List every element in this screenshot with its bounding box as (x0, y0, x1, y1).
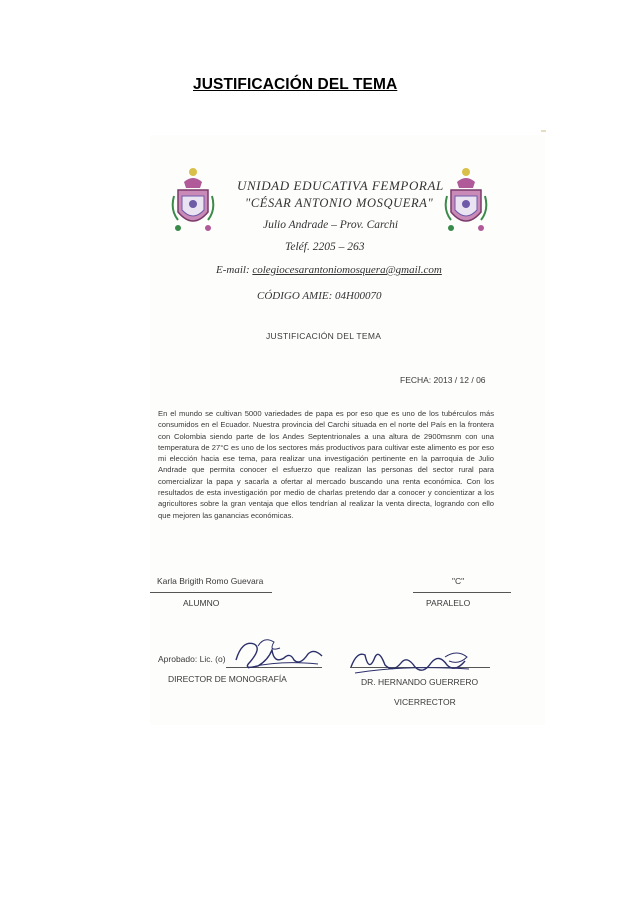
letter-date: FECHA: 2013 / 12 / 06 (400, 375, 486, 385)
paralelo-label: PARALELO (426, 598, 471, 608)
paralelo-value: "C" (452, 576, 465, 586)
letterhead-code: CÓDIGO AMIE: 04H00070 (257, 290, 382, 302)
letterhead-name: "CÉSAR ANTONIO MOSQUERA" (245, 196, 434, 210)
school-crest-left (170, 166, 216, 238)
letterhead-school: UNIDAD EDUCATIVA FEMPORAL (237, 178, 444, 193)
vice-rector-title: VICERRECTOR (394, 697, 456, 707)
approved-label: Aprobado: Lic. (o) (158, 654, 226, 664)
student-signature-line (150, 592, 272, 593)
scan-speck (541, 130, 546, 132)
student-name: Karla Brigith Romo Guevara (157, 576, 264, 586)
letter-title: JUSTIFICACIÓN DEL TEMA (266, 331, 382, 341)
vice-rector-signature (345, 643, 475, 688)
student-label: ALUMNO (183, 598, 220, 608)
director-label: DIRECTOR DE MONOGRAFÍA (168, 674, 287, 684)
school-crest-right (443, 166, 489, 238)
paralelo-line (413, 592, 511, 593)
letterhead-phone: Teléf. 2205 – 263 (285, 241, 365, 253)
email-label: E-mail: (216, 264, 250, 276)
email-address: colegiocesarantoniomosquera@gmail.com (252, 264, 442, 276)
letterhead-city: Julio Andrade – Prov. Carchi (263, 219, 399, 231)
director-signature (228, 630, 328, 680)
page-heading: JUSTIFICACIÓN DEL TEMA (193, 76, 398, 93)
letter-body: En el mundo se cultivan 5000 variedades de papa es por eso que es uno de los tubérculos más consumidos en el Ecuador. Nuestra provincia del Carchi situada en el norte del País en la frontera con Colombia siendo parte de los Andes Septentrionales a una altura de 2900msnm con una temperatura de 27°C es uno de los sectores más productivos para cultivar este alimento es por eso mi elección hacia ese tema, para realizar una investigación pertinente en la parroquia de Julio Andrade que permita conocer el esfuerzo que realizan las personas del sector rural para comercializar la papa y sacarla a ofertar al mercado buscando una renta económica. Con los resultados de esta investigación por medio de charlas pretendo dar a conocer y concientizar a los agricultores sobre la gran ventaja que ellos tendrían al realizar la venta directa, logrando con ello que mejoren las ganancias económicas. (158, 409, 494, 520)
vice-rector-name: DR. HERNANDO GUERRERO (361, 677, 479, 687)
letterhead-email-row (216, 264, 442, 276)
